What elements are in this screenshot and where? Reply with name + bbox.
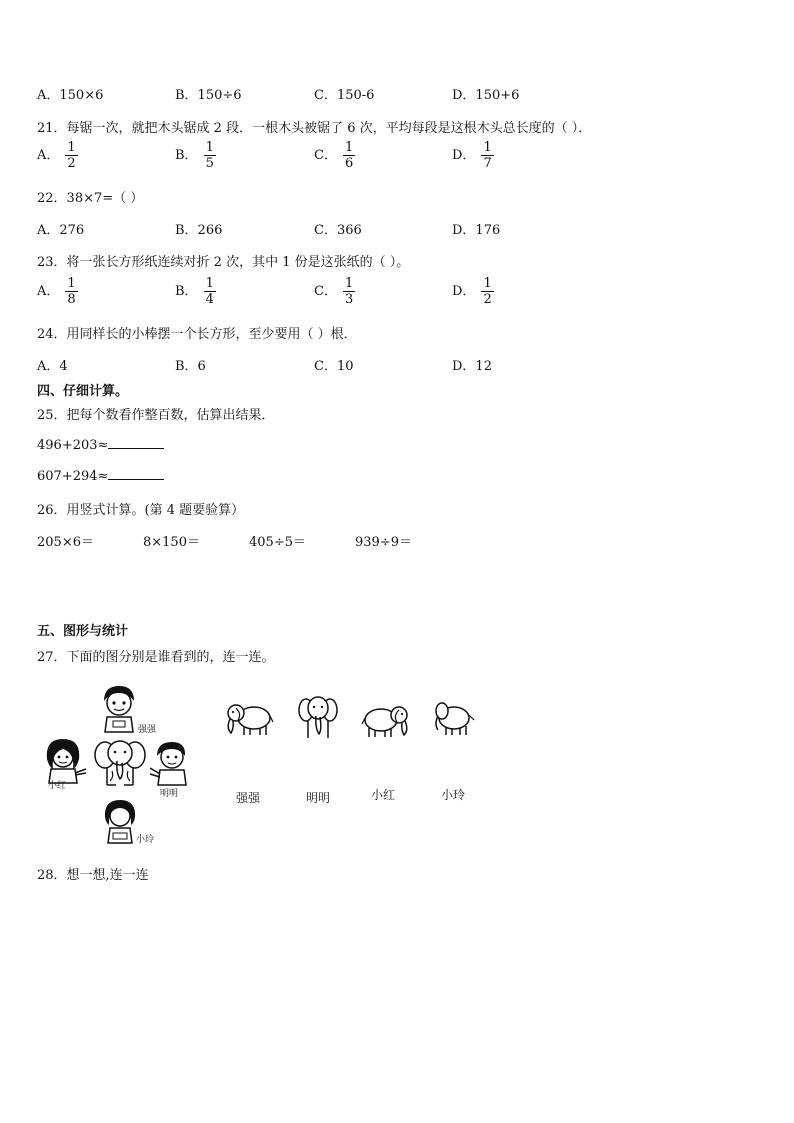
- elephant-front-view-icon[interactable]: [298, 694, 338, 740]
- q24-option-a[interactable]: A．4: [37, 359, 68, 374]
- q22-option-d[interactable]: D．176: [452, 223, 501, 238]
- q20-option-a[interactable]: A．150×6: [37, 88, 104, 103]
- elephant-front-icon: [94, 737, 146, 787]
- option-letter: D．: [452, 148, 476, 163]
- denominator: 6: [344, 156, 354, 171]
- answer-blank[interactable]: [108, 437, 164, 449]
- q25-expression: 496+203≈: [37, 438, 109, 453]
- fraction: [65, 276, 77, 307]
- fraction: [481, 276, 493, 307]
- q24-option-c[interactable]: C．10: [314, 359, 354, 374]
- numerator: 1: [67, 276, 76, 291]
- q24-option-d[interactable]: D．12: [452, 359, 492, 374]
- elephant-side-view-icon[interactable]: [224, 700, 274, 738]
- option-letter: A．: [37, 148, 60, 163]
- kid-name-label: 小红: [48, 781, 67, 791]
- q22-option-b[interactable]: B．266: [175, 223, 223, 238]
- q26-item-1[interactable]: 205×6＝: [37, 535, 94, 550]
- q20-option-b[interactable]: B．150÷6: [175, 88, 242, 103]
- option-letter: C．: [314, 284, 337, 299]
- q22-option-c[interactable]: C．366: [314, 223, 362, 238]
- fraction: [481, 140, 493, 171]
- numerator: 1: [67, 140, 76, 155]
- elephant-side-view-icon[interactable]: [361, 702, 411, 740]
- fraction: [65, 140, 77, 171]
- denominator: 8: [67, 292, 76, 307]
- view-caption: 明明: [306, 791, 331, 805]
- q21-question: 21．每锯一次，就把木头锯成 2 段．一根木头被锯了 6 次，平均每段是这根木头总长度的（ ）．: [37, 121, 592, 136]
- q22-question: 22．38×7=（ ）: [37, 191, 144, 206]
- q22-option-a[interactable]: A．276: [37, 223, 85, 238]
- q25-question: 25．把每个数看作整百数，估算出结果．: [37, 408, 275, 423]
- answer-blank[interactable]: [108, 468, 164, 480]
- view-caption: 强强: [236, 791, 261, 805]
- kid-name-label: 强强: [138, 725, 157, 735]
- section-5-title: 五、图形与统计: [37, 624, 129, 639]
- q25-expression: 607+294≈: [37, 469, 109, 484]
- q26-item-2[interactable]: 8×150＝: [143, 535, 200, 550]
- kid-mingming-icon: [148, 738, 192, 786]
- view-caption: 小红: [371, 788, 396, 802]
- q26-item-4[interactable]: 939÷9＝: [355, 535, 412, 550]
- option-letter: C．: [314, 148, 337, 163]
- numerator: 1: [483, 140, 492, 155]
- option-letter: B．: [175, 148, 198, 163]
- q27-question: 27．下面的图分别是谁看到的，连一连。: [37, 650, 275, 665]
- q23-option-d[interactable]: [452, 276, 494, 307]
- denominator: 3: [344, 292, 354, 307]
- fraction: [343, 276, 355, 307]
- q23-option-b[interactable]: [175, 276, 216, 307]
- numerator: 1: [205, 276, 214, 291]
- q28-question: 28．想一想,连一连: [37, 868, 149, 883]
- denominator: 7: [483, 156, 492, 171]
- view-caption: 小玲: [441, 788, 466, 802]
- fraction: [204, 276, 216, 307]
- numerator: 1: [483, 276, 492, 291]
- denominator: 2: [483, 292, 492, 307]
- fraction: [204, 140, 216, 171]
- denominator: 2: [67, 156, 76, 171]
- option-letter: A．: [37, 284, 60, 299]
- kid-name-label: 明明: [160, 789, 179, 799]
- q23-question: 23．将一张长方形纸连续对折 2 次，其中 1 份是这张纸的（ ）。: [37, 255, 410, 270]
- numerator: 1: [205, 140, 214, 155]
- kid-xiaoling-icon: [100, 797, 140, 845]
- q26-question: 26．用竖式计算。(第 4 题要验算）: [37, 503, 245, 518]
- q20-option-d[interactable]: D．150+6: [452, 88, 520, 103]
- q26-item-3[interactable]: 405÷5＝: [249, 535, 306, 550]
- denominator: 4: [205, 292, 214, 307]
- q25-item-2[interactable]: [37, 468, 164, 484]
- denominator: 5: [205, 156, 214, 171]
- q20-option-c[interactable]: C．150-6: [314, 88, 375, 103]
- q24-question: 24．用同样长的小棒摆一个长方形，至少要用（ ）根．: [37, 327, 357, 342]
- fraction: [343, 140, 355, 171]
- q21-option-c[interactable]: [314, 140, 355, 171]
- numerator: 1: [344, 276, 354, 291]
- kid-name-label: 小玲: [136, 835, 155, 845]
- numerator: 1: [344, 140, 354, 155]
- q21-option-a[interactable]: [37, 140, 78, 171]
- option-letter: B．: [175, 284, 198, 299]
- q23-option-a[interactable]: [37, 276, 78, 307]
- elephant-back-view-icon[interactable]: [430, 700, 476, 738]
- option-letter: D．: [452, 284, 476, 299]
- q25-item-1[interactable]: [37, 437, 164, 453]
- q21-option-b[interactable]: [175, 140, 216, 171]
- q24-option-b[interactable]: B．6: [175, 359, 206, 374]
- section-4-title: 四、仔细计算。: [37, 384, 129, 399]
- q23-option-c[interactable]: [314, 276, 355, 307]
- kid-qiangqiang-icon: [98, 683, 140, 733]
- q21-option-d[interactable]: [452, 140, 494, 171]
